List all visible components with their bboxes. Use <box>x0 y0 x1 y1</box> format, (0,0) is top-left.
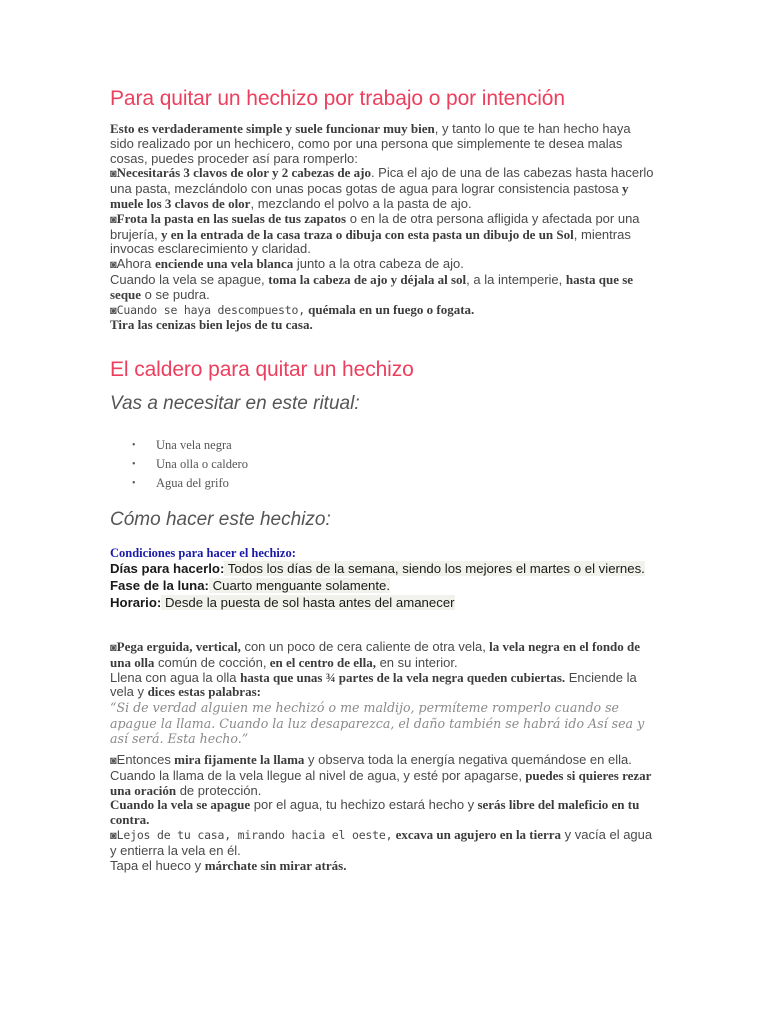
entonces-bold-2: puedes si quieres rezar una oración <box>110 767 652 798</box>
list-item <box>110 474 658 493</box>
frota-text: o en la de otra persona afligida y afectada por una brujería, <box>110 210 640 242</box>
paragraph-tapa <box>110 859 658 874</box>
paragraph-vela-blanca <box>110 257 658 273</box>
subtitle-necesitar: Vas a necesitar en este ritual: <box>110 393 360 414</box>
entonces-text: Entonces <box>116 752 171 767</box>
lejos-bold: excava un agujero en la tierra <box>392 826 562 842</box>
paragraph-pega <box>110 640 658 671</box>
vela-text-2: junto a la otra cabeza de ajo. <box>293 256 464 272</box>
paragraph-cenizas <box>110 318 658 333</box>
list-item <box>110 455 658 474</box>
bullet-mark: ◙ <box>110 213 117 226</box>
paragraph-cuando-vela <box>110 798 658 828</box>
lejos-text: Lejos de tu casa, mirando hacia el oeste, <box>116 827 393 842</box>
horario-label: Horario: <box>110 595 162 610</box>
frota-bold-2: y en la entrada de la casa traza o dibuja con esta pasta un dibujo de un Sol <box>157 226 574 242</box>
list-item-text: Una vela negra <box>156 438 232 452</box>
tapa-text: Tapa el hueco y <box>110 857 205 873</box>
descompuesto-text: Cuando se haya descompuesto, <box>116 302 305 317</box>
subtitle-como-hacer: Cómo hacer este hechizo: <box>110 509 331 530</box>
section-title-quitar-hechizo: Para quitar un hechizo por trabajo o por intención <box>110 87 565 110</box>
llena-text: Llena con agua la olla <box>110 669 241 685</box>
fase-value: Cuarto menguante solamente. <box>208 578 391 593</box>
descompuesto-bold: quémala en un fuego o fogata. <box>304 301 475 317</box>
paragraph-ingredients <box>110 166 658 211</box>
ritual-steps-b <box>110 753 658 873</box>
bullet-icon: • <box>132 478 136 489</box>
entonces-text-3: de protección. <box>176 782 262 798</box>
ritual-steps-a <box>110 640 658 747</box>
paragraph-llena <box>110 671 658 701</box>
condition-horario <box>110 594 658 611</box>
entonces-bold: mira fijamente la llama <box>170 752 305 767</box>
llena-text-2: Enciende la vela y <box>110 669 637 700</box>
frota-text-2: , mientras invocas esclarecimiento y claridad. <box>110 226 631 257</box>
apague-text: Cuando la vela se apague, <box>110 271 269 287</box>
apague-text-3: o se pudra. <box>141 286 210 302</box>
ingredients-text-2: , mezclando el polvo a la pasta de ajo. <box>250 195 472 211</box>
cenizas-bold: Tira las cenizas bien lejos de tu casa. <box>110 317 313 333</box>
frota-bold: Frota la pasta en las suelas de tus zapatos <box>116 210 347 226</box>
incantation-quote: “Si de verdad alguien me hechizó o me maldijo, permíteme romperlo cuando se apague la llama. Cuando la luz desaparezca, el daño también se habrá ido Así sea y así será. Esta hecho.” <box>110 700 645 747</box>
condition-fase <box>110 577 658 594</box>
horario-value: Desde la puesta de sol hasta antes del amanecer <box>161 595 455 610</box>
pega-text-2: común de cocción, <box>154 654 267 670</box>
bullet-mark: ◙ <box>110 168 117 181</box>
paragraph-entonces <box>110 753 658 798</box>
cuando-vela-bold-2: serás libre del maleficio en tu contra. <box>110 797 640 828</box>
condition-dias <box>110 560 658 577</box>
bullet-mark: ◙ <box>110 829 117 842</box>
tapa-bold: márchate sin mirar atrás. <box>204 857 347 873</box>
vela-text: Ahora <box>116 256 155 272</box>
list-item <box>110 436 658 455</box>
paragraph-intro <box>110 122 658 166</box>
dias-label: Días para hacerlo: <box>110 561 225 576</box>
intro-text: , y tanto lo que te han hecho haya sido realizado por un hechicero, como por una persona que simplemente te desea malas cosas, puedes proceder así para romperlo: <box>110 121 631 166</box>
section1-body <box>110 122 658 333</box>
pega-text: con un poco de cera caliente de otra vela, <box>240 639 486 654</box>
ingredients-bold-2: y muele los 3 clavos de olor <box>110 181 629 211</box>
conditions-heading: Condiciones para hacer el hechizo: <box>110 546 296 560</box>
pega-bold-3: en el centro de ella, <box>266 654 376 670</box>
paragraph-frota <box>110 212 658 257</box>
list-item-text: Una olla o caldero <box>156 457 248 471</box>
apague-bold-2: hasta que se seque <box>110 271 634 302</box>
vela-bold: enciende una vela blanca <box>154 256 294 272</box>
bullet-icon: • <box>132 459 136 470</box>
ingredients-text: . Pica el ajo de una de las cabezas hasta hacerlo una pasta, mezclándolo con unas pocas gotas de agua para lograr consistencia pastosa <box>110 165 654 197</box>
apague-bold: toma la cabeza de ajo y déjala al sol <box>268 271 467 287</box>
lejos-text-2: y vacía el agua y entierra la vela en él. <box>110 826 653 858</box>
conditions-block <box>110 560 658 611</box>
entonces-text-2: y observa toda la energía negativa quemándose en ella. Cuando la llama de la vela llegue al nivel de agua, y esté por apagarse, <box>110 752 632 783</box>
pega-bold-2: la vela negra en el fondo de una olla <box>110 639 641 670</box>
cuando-vela-text: por el agua, tu hechizo estará hecho y <box>250 797 475 813</box>
ingredients-bold: Necesitarás 3 clavos de olor y 2 cabezas de ajo <box>116 165 371 181</box>
list-item-text: Agua del grifo <box>156 476 229 490</box>
ingredients-list <box>110 436 658 493</box>
bullet-mark: ◙ <box>110 642 117 654</box>
bullet-mark: ◙ <box>110 259 117 272</box>
intro-bold: Esto es verdaderamente simple y suele funcionar muy bien <box>110 121 435 136</box>
bullet-mark: ◙ <box>110 304 117 317</box>
llena-bold-2: dices estas palabras: <box>147 684 261 700</box>
pega-bold: Pega erguida, vertical, <box>116 639 241 654</box>
bullet-icon: • <box>132 440 136 451</box>
cuando-vela-bold: Cuando la vela se apague <box>110 797 251 813</box>
apague-text-2: , a la intemperie, <box>466 271 566 287</box>
paragraph-lejos <box>110 828 658 859</box>
pega-text-3: en su interior. <box>375 654 458 670</box>
paragraph-cuando-apague <box>110 273 658 303</box>
dias-value: Todos los días de la semana, siendo los mejores el martes o el viernes. <box>224 561 645 576</box>
llena-bold: hasta que unas ¾ partes de la vela negra queden cubiertas. <box>240 669 566 685</box>
section-title-caldero: El caldero para quitar un hechizo <box>110 358 414 381</box>
fase-label: Fase de la luna: <box>110 578 209 593</box>
bullet-mark: ◙ <box>110 755 117 767</box>
paragraph-descompuesto <box>110 303 658 319</box>
